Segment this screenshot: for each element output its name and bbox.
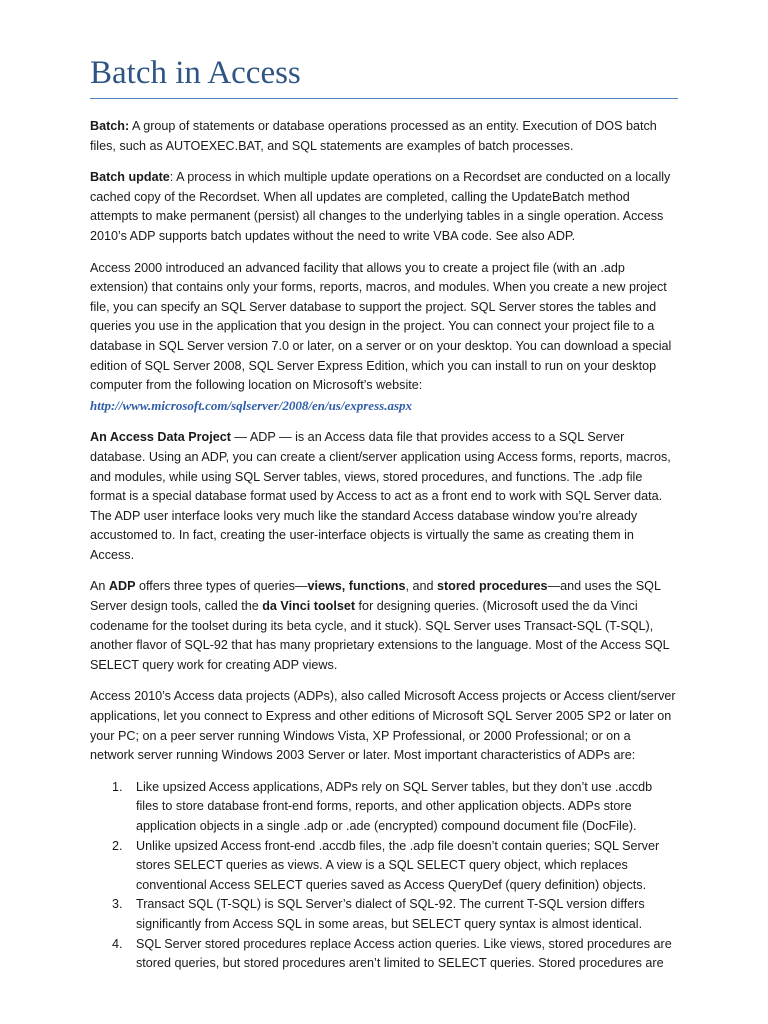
adp-queries-text-2: offers three types of queries— xyxy=(135,579,308,594)
batch-update-term: Batch update xyxy=(90,170,170,185)
access-2000-text: Access 2000 introduced an advanced facility that allows you to create a project file (with an .adp extension) that contains only your forms, reports, macros, and modules. When you create a new project file, you can specify an SQL Server database to support the project. SQL Server stores the tables and queries you use in the application that you design in the project. You can connect your project file to a database in SQL Server version 7.0 or later, on a server or on your desktop. You can download a special edition of SQL Server 2008, SQL Server Express Edition, which you can install to run on your desktop computer from the following location on Microsoft’s website: xyxy=(90,260,672,393)
list-text: Transact SQL (T-SQL) is SQL Server’s dialect of SQL-92. The current T-SQL version differs significantly from Access SQL in some areas, but SELECT query syntax is almost identical. xyxy=(136,897,645,931)
adp-queries-text-3: , and xyxy=(405,579,437,594)
page-title: Batch in Access xyxy=(90,55,301,91)
access-2000-paragraph xyxy=(90,259,678,417)
list-number: 4. xyxy=(112,936,123,951)
list-text: SQL Server stored procedures replace Access action queries. Like views, stored procedures are stored queries, but stored procedures aren’t limited to SELECT queries. Stored procedures are xyxy=(136,936,672,971)
adp-queries-text-5: for designing queries. (Microsoft used the da Vinci codename for the toolset during its beta cycle, and it stuck). SQL Server uses Transact-SQL (T-SQL), another flavor of SQL-92 that has many proprietary extensions to the language. Most of the Access SQL SELECT query work for creating ADP views. xyxy=(90,599,670,672)
list-item xyxy=(90,935,678,974)
title-divider xyxy=(90,98,678,99)
adp-characteristics-text: Access 2010’s Access data projects (ADPs), also called Microsoft Access projects or Access client/server applications, let you connect to Express and other editions of Microsoft SQL Server 2005 SP2 or later on your PC; on a peer server running Windows Vista, XP Professional, or 2000 Professional; or on a network server running Windows 2003 Server or later. Most important characteristics of ADPs are: xyxy=(90,689,676,763)
batch-definition xyxy=(90,117,678,156)
list-number: 2. xyxy=(112,838,123,853)
document-page xyxy=(90,52,678,974)
batch-update-text: : A process in which multiple update operations on a Recordset are conducted on a locally cached copy of the Recordset. When all updates are completed, calling the UpdateBatch method attempts to make permanent (persist) all changes to the underlying tables in a single operation. Access 2010’s ADP supports batch updates without the need to write VBA code. See also ADP. xyxy=(90,170,671,243)
adp-text: — ADP — is an Access data file that provides access to a SQL Server database. Using an ADP, you can create a client/server application using Access forms, reports, macros, and modules, while using SQL Server tables, views, stored procedures, and functions. The .adp file format is a special database format used by Access to act as a front end to work with SQL Server data. The ADP user interface looks very much like the standard Access database window you’re already accustomed to. In fact, creating the user-interface objects is virtually the same as creating them in Access. xyxy=(90,430,671,562)
list-item xyxy=(90,837,678,896)
adp-definition xyxy=(90,428,678,565)
list-text: Unlike upsized Access front-end .accdb files, the .adp file doesn’t contain queries; SQL Server stores SELECT queries as views. A view is a SQL SELECT query object, which replaces conventional Access SELECT queries saved as Access QueryDef (query definition) objects. xyxy=(136,838,660,892)
list-number: 3. xyxy=(112,897,123,912)
stored-procedures-bold: stored procedures xyxy=(436,579,548,594)
da-vinci-bold: da Vinci toolset xyxy=(262,599,356,614)
batch-update-definition xyxy=(90,168,678,246)
adp-bold: ADP xyxy=(108,579,136,594)
views-functions-bold: views, functions xyxy=(307,579,406,594)
adp-characteristics-list xyxy=(90,778,678,974)
list-item xyxy=(90,778,678,837)
batch-term: Batch: xyxy=(90,119,130,133)
list-text: Like upsized Access applications, ADPs rely on SQL Server tables, but they don’t use .accdb files to store database front-end forms, reports, and other application objects. ADPs store application objects in a single .adp or .ade (encrypted) compound document file (DocFile). xyxy=(136,779,653,833)
adp-queries-text-1: An xyxy=(90,579,109,594)
adp-queries-text-4: —and uses the SQL Server design tools, called the xyxy=(90,579,661,614)
list-number: 1. xyxy=(112,779,123,794)
express-download-link[interactable]: http://www.microsoft.com/sqlserver/2008/en/us/express.aspx xyxy=(90,397,413,413)
list-item xyxy=(90,895,678,934)
adp-term: An Access Data Project xyxy=(90,430,231,445)
batch-text: A group of statements or database operations processed as an entity. Execution of DOS batch files, such as AUTOEXEC.BAT, and SQL statements are examples of batch processes. xyxy=(90,119,657,153)
adp-queries-paragraph xyxy=(90,577,678,675)
adp-characteristics-intro xyxy=(90,687,678,765)
